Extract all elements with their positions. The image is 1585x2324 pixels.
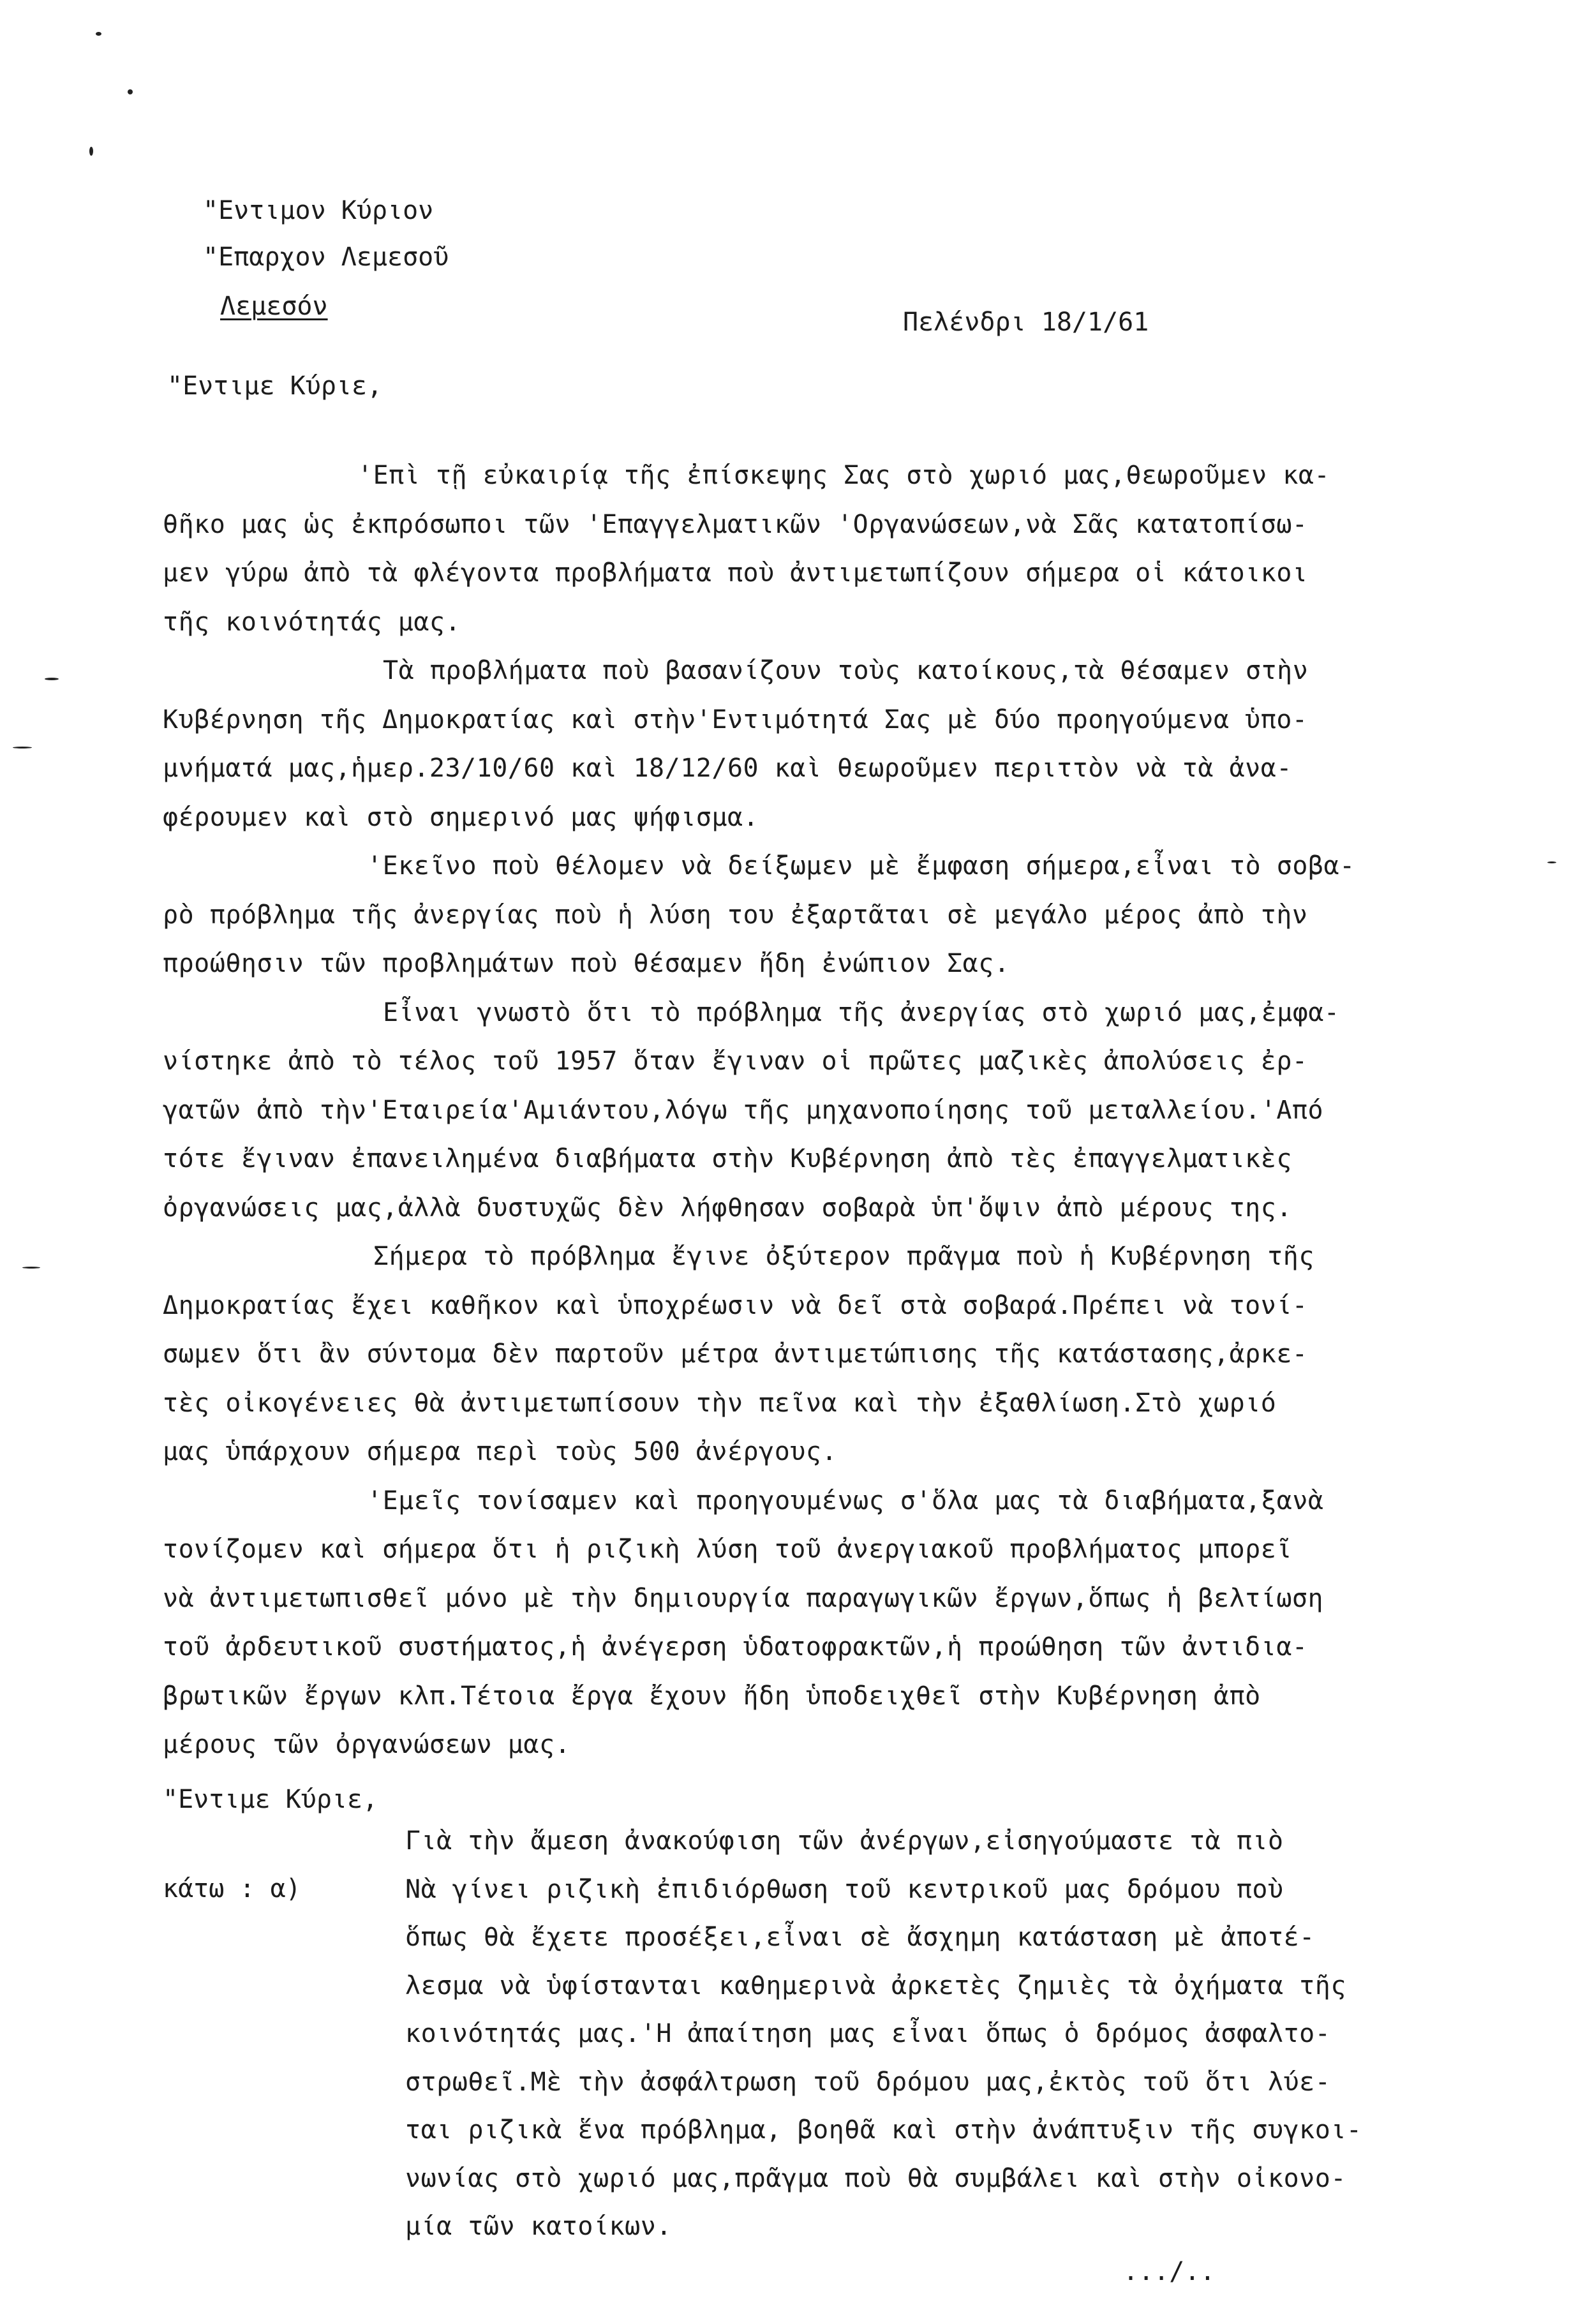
proposal-line: κοινότητάς μας.'Η ἀπαίτηση μας εἶναι ὅπως ὁ δρόμος ἀσφαλτο- — [405, 2019, 1331, 2048]
body-line: τότε ἔγιναν ἐπανειλημένα διαβήματα στὴν Κυβέρνηση ἀπὸ τὲς ἐπαγγελματικὲς — [163, 1144, 1292, 1173]
continuation-mark: .../.. — [1123, 2257, 1216, 2286]
addressee-city: Λεμεσόν — [220, 292, 328, 321]
proposal-line: στρωθεῖ.Μὲ τὴν ἀσφάλτρωση τοῦ δρόμου μας,ἐκτὸς τοῦ ὅτι λύε- — [405, 2067, 1331, 2097]
body-line: νίστηκε ἀπὸ τὸ τέλος τοῦ 1957 ὅταν ἔγιναν οἱ πρῶτες μαζικὲς ἀπολύσεις ἐρ- — [163, 1047, 1308, 1076]
salutation-second: "Εντιμε Κύριε, — [163, 1785, 378, 1814]
proposal-line: νωνίας στὸ χωριό μας,πρᾶγμα ποὺ θὰ συμβάλει καὶ στὴν οἰκονο- — [405, 2163, 1346, 2193]
proposal-line: Νὰ γίνει ριζικὴ ἐπιδιόρθωση τοῦ κεντρικοῦ μας δρόμου ποὺ — [405, 1874, 1284, 1904]
body-line: Τὰ προβλήματα ποὺ βασανίζουν τοὺς κατοίκους,τὰ θέσαμεν στὴν — [383, 656, 1309, 685]
proposal-line: μία τῶν κατοίκων. — [405, 2212, 672, 2241]
body-line: ὀργανώσεις μας,ἀλλὰ δυστυχῶς δὲν λήφθησαν σοβαρὰ ὑπ'ὄψιν ἀπὸ μέρους της. — [163, 1193, 1292, 1223]
body-line: γατῶν ἀπὸ τὴν'Εταιρεία'Αμιάντου,λόγω τῆς μηχανοποίησης τοῦ μεταλλείου.'Από — [163, 1095, 1324, 1125]
body-line: σωμεν ὅτι ἂν σύντομα δὲν παρτοῦν μέτρα ἀντιμετώπισης τῆς κατάστασης,ἀρκε- — [163, 1339, 1308, 1369]
proposal-line: λεσμα νὰ ὑφίστανται καθημερινὰ ἀρκετὲς ζημιὲς τὰ ὀχήματα τῆς — [405, 1970, 1346, 2000]
body-line: 'Επὶ τῇ εὐκαιρίᾳ τῆς ἐπίσκεψης Σας στὸ χωριό μας,θεωροῦμεν κα- — [357, 461, 1330, 490]
body-line: τῆς κοινότητάς μας. — [163, 607, 461, 637]
ink-speck — [128, 89, 133, 94]
place-date: Πελένδρι 18/1/61 — [903, 308, 1149, 337]
body-line: φέρουμεν καὶ στὸ σημερινό μας ψήφισμα. — [163, 802, 759, 832]
ink-speck — [13, 747, 32, 749]
ink-speck — [45, 678, 59, 680]
ink-speck — [1547, 861, 1556, 863]
body-line: Κυβέρνηση τῆς Δημοκρατίας καὶ στὴν'Εντιμότητά Σας μὲ δύο προηγούμενα ὑπο- — [163, 704, 1308, 734]
addressee-line-2: "Επαρχον Λεμεσοῦ — [203, 242, 449, 272]
body-line: Εἶναι γνωστὸ ὅτι τὸ πρόβλημα τῆς ἀνεργίας στὸ χωριό μας,ἐμφα- — [383, 997, 1340, 1027]
body-line: ρὸ πρόβλημα τῆς ἀνεργίας ποὺ ἡ λύση του ἐξαρτᾶται σὲ μεγάλο μέρος ἀπὸ τὴν — [163, 900, 1308, 930]
ink-speck — [96, 32, 101, 36]
proposal-line: ὅπως θὰ ἔχετε προσέξει,εἶναι σὲ ἄσχημη κατάσταση μὲ ἀποτέ- — [405, 1923, 1315, 1952]
body-line: προώθησιν τῶν προβλημάτων ποὺ θέσαμεν ἤδη ἐνώπιον Σας. — [163, 949, 1010, 978]
body-line: Δημοκρατίας ἔχει καθῆκον καὶ ὑποχρέωσιν νὰ δεῖ στὰ σοβαρά.Πρέπει νὰ τονί- — [163, 1290, 1308, 1320]
body-line: τὲς οἰκογένειες θὰ ἀντιμετωπίσουν τὴν πεῖνα καὶ τὴν ἐξαθλίωση.Στὸ χωριό — [163, 1388, 1277, 1418]
proposal-line: ται ριζικὰ ἕνα πρόβλημα, βοηθᾶ καὶ στὴν ἀνάπτυξιν τῆς συγκοι- — [405, 2115, 1362, 2145]
body-line: τοῦ ἀρδευτικοῦ συστήματος,ἡ ἀνέγερση ὑδατοφρακτῶν,ἡ προώθηση τῶν ἀντιδια- — [163, 1632, 1308, 1662]
addressee-line-1: "Εντιμον Κύριον — [203, 196, 434, 225]
ink-speck — [89, 147, 93, 156]
body-line: 'Εκεῖνο ποὺ θέλομεν νὰ δείξωμεν μὲ ἔμφαση σήμερα,εἶναι τὸ σοβα- — [367, 851, 1355, 881]
proposal-line: Γιὰ τὴν ἄμεση ἀνακούφιση τῶν ἀνέργων,εἰσηγούμαστε τὰ πιὸ — [405, 1826, 1284, 1856]
body-line: μας ὑπάρχουν σήμερα περὶ τοὺς 500 ἀνέργους. — [163, 1437, 838, 1466]
body-line: μνήματά μας,ἡμερ.23/10/60 καὶ 18/12/60 καὶ θεωροῦμεν περιττὸν νὰ τὰ ἀνα- — [163, 754, 1292, 783]
proposal-item-label: κάτω : α) — [163, 1874, 301, 1903]
body-line: τονίζομεν καὶ σήμερα ὅτι ἡ ριζικὴ λύση τοῦ ἀνεργιακοῦ προβλήματος μπορεῖ — [163, 1535, 1292, 1564]
body-line: μεν γύρω ἀπὸ τὰ φλέγοντα προβλήματα ποὺ ἀντιμετωπίζουν σήμερα οἱ κάτοικοι — [163, 558, 1308, 588]
salutation: "Εντιμε Κύριε, — [167, 371, 383, 401]
body-line: μέρους τῶν ὀργανώσεων μας. — [163, 1730, 571, 1759]
body-line: βρωτικῶν ἔργων κλπ.Τέτοια ἔργα ἔχουν ἤδη ὑποδειχθεῖ στὴν Κυβέρνηση ἀπὸ — [163, 1681, 1261, 1711]
ink-speck — [22, 1267, 40, 1269]
body-line: θῆκο μας ὡς ἐκπρόσωποι τῶν 'Επαγγελματικῶν 'Οργανώσεων,νὰ Σᾶς κατατοπίσω- — [163, 509, 1308, 539]
body-line: νὰ ἀντιμετωπισθεῖ μόνο μὲ τὴν δημιουργία παραγωγικῶν ἔργων,ὅπως ἡ βελτίωση — [163, 1583, 1324, 1613]
body-line: 'Εμεῖς τονίσαμεν καὶ προηγουμένως σ'ὅλα μας τὰ διαβήματα,ξανὰ — [367, 1486, 1324, 1516]
body-line: Σήμερα τὸ πρόβλημα ἔγινε ὀξύτερον πρᾶγμα ποὺ ἡ Κυβέρνηση τῆς — [373, 1242, 1314, 1271]
